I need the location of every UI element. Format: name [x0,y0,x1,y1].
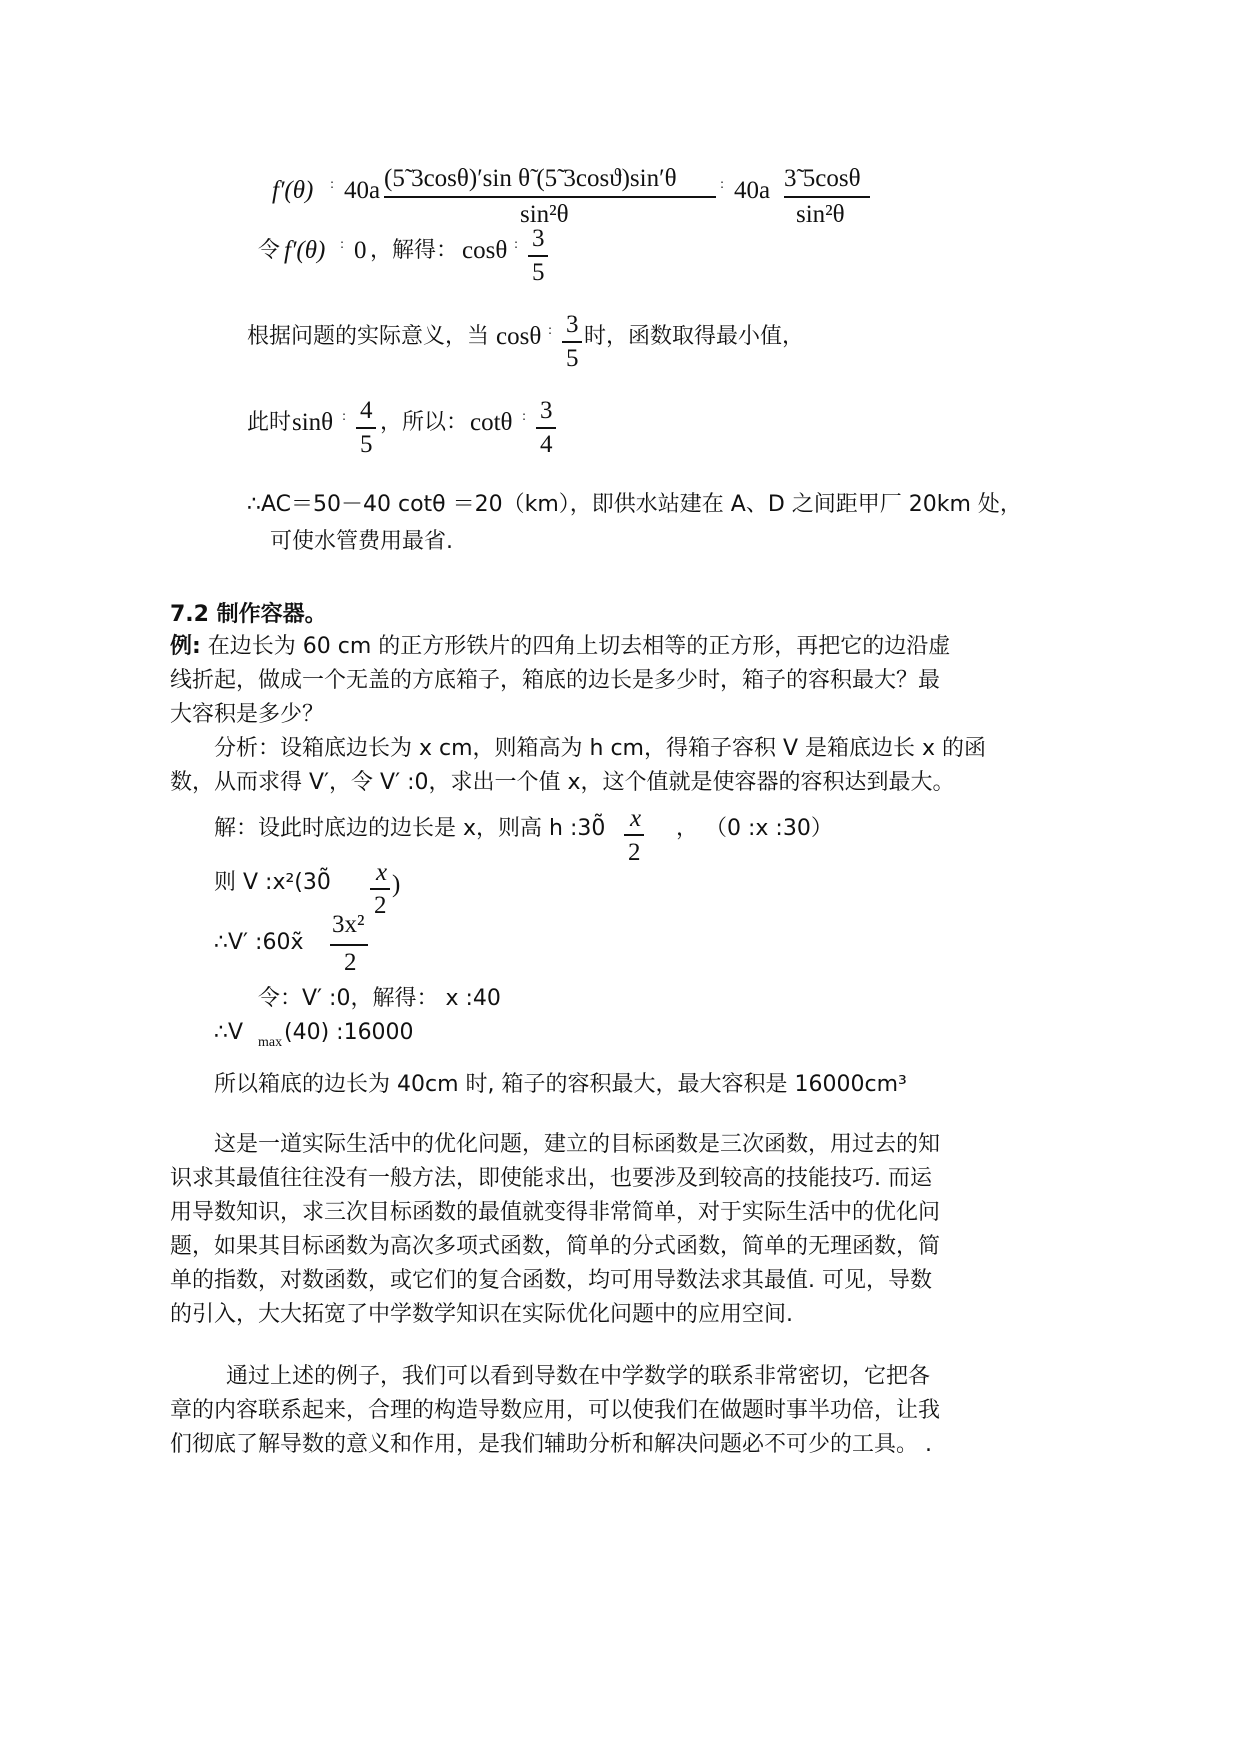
eq1-num2: 3̃ 5cosθ [784,165,861,192]
eq3-num: 3 [566,311,579,338]
s3-den: 2 [344,949,357,976]
eq4-cot: cotθ [470,409,513,436]
eq2-den: 5 [532,259,545,286]
eq1-den2: sin²θ [796,201,845,228]
s1-fraction-bar [624,834,644,836]
eq1-num1: (5̃ 3cosθ)′sin θ̃ (5̃ 3cosϑ)sin′θ [384,165,677,192]
section-heading: 7.2 制作容器。 [170,602,327,627]
closing-line: 章的内容联系起来，合理的构造导数应用，可以使我们在做题时事半功倍，让我 [170,1398,941,1423]
eq1-den1: sin²θ [520,201,569,228]
eq4-text1: 此时 [247,410,292,435]
s2-close: ) [392,871,401,898]
solution-step-4: 令：V′ ꞉0，解得： x ꞉40 [258,986,501,1011]
discussion-line: 单的指数，对数函数，或它们的复合函数，均可用导数法求其最值. 可见，导数 [170,1268,932,1293]
eq3-cos: cosθ [496,323,542,350]
eq1-equals-glyph-2: ꞉ [720,177,725,191]
s2-den: 2 [374,892,387,919]
s1-range: ， （0 ꞉x ꞉30） [676,816,833,841]
eq4-fraction-bar2 [536,427,556,429]
example-line-2: 线折起，做成一个无盖的方底箱子，箱底的边长是多少时，箱子的容积最大？最 [170,668,941,693]
eq2-text: ，解得： [370,238,459,263]
eq2-rhs: 0 [354,237,367,264]
eq2-expr: f′(θ) [284,237,326,264]
eq4-num2: 3 [540,397,553,424]
conclusion-line-1: ∴AC＝50－40 cotθ ＝20（km），即供水站建在 A、D 之间距甲厂 20km 处， [247,492,1022,517]
example-text-1: 在边长为 60 cm 的正方形铁片的四角上切去相等的正方形，再把它的边沿虚 [200,634,951,659]
eq2-prefix: 令 [258,238,281,263]
eq3-text2: 时，函数取得最小值， [584,324,805,349]
eq1-fraction-bar1 [384,196,716,198]
discussion-line: 的引入，大大拓宽了中学数学知识在实际优化问题中的应用空间. [170,1302,793,1327]
s2-text: 则 V ꞉x²(30̃ [214,870,331,895]
s5-sub: max [258,1035,283,1050]
eq2-equals-glyph-2: ꞉ [514,237,519,251]
conclusion-line-2: 可使水管费用最省. [270,529,453,554]
eq2-num: 3 [532,225,545,252]
eq4-fraction-bar1 [356,427,376,429]
eq4-num1: 4 [360,397,373,424]
s1-den: 2 [628,839,641,866]
discussion-line: 这是一道实际生活中的优化问题，建立的目标函数是三次函数，用过去的知 [214,1132,941,1157]
eq2-cos: cosθ [462,237,508,264]
eq4-equals-glyph-2: ꞉ [522,409,527,423]
eq3-fraction-bar [562,341,582,343]
eq4-text2: ，所以： [380,410,469,435]
solution-step-6: 所以箱底的边长为 40cm 时, 箱子的容积最大，最大容积是 16000cm³ [214,1072,907,1097]
closing-line: 们彻底了解导数的意义和作用，是我们辅助分析和解决问题必不可少的工具。 . [170,1432,932,1457]
s1-text: 解：设此时底边的边长是 x，则高 h ꞉30̃ [214,816,606,841]
discussion-line: 题，如果其目标函数为高次多项式函数，简单的分式函数，简单的无理函数，简 [170,1234,941,1259]
example-line-1 [170,628,950,665]
s2-fraction-bar [370,888,390,890]
s1-num: x [630,805,642,832]
eq3-equals-glyph: ꞉ [548,323,553,337]
eq1-coef2: 40a [734,177,771,204]
s2-num: x [376,859,388,886]
eq2-fraction-bar [528,255,548,257]
discussion-line: 用导数知识，求三次目标函数的最值就变得非常简单，对于实际生活中的优化问 [170,1200,941,1225]
eq2-equals-glyph: ꞉ [340,237,345,251]
s3-text: ∴V′ ꞉60x̃ [214,930,304,955]
s5-rest: (40) ꞉16000 [284,1020,414,1045]
discussion-line: 识求其最值往往没有一般方法，即使能求出，也要涉及到较高的技能技巧. 而运 [170,1166,932,1191]
eq4-sin: sinθ [292,409,334,436]
eq4-equals-glyph: ꞉ [342,409,347,423]
eq3-text1: 根据问题的实际意义，当 [247,324,490,349]
example-line-3: 大容积是多少？ [170,702,325,727]
s3-fraction-bar [330,944,368,946]
eq1-coef1: 40a [344,177,381,204]
analysis-line-1: 分析：设箱底边长为 x cm，则箱高为 h cm，得箱子容积 V 是箱底边长 x 的函 [214,736,987,761]
eq4-den1: 5 [360,431,373,458]
example-label: 例: [170,634,201,659]
eq3-den: 5 [566,345,579,372]
s5-text: ∴V [214,1020,244,1045]
eq4-den2: 4 [540,431,553,458]
eq1-lhs: f′(θ) [272,177,314,204]
closing-line: 通过上述的例子，我们可以看到导数在中学数学的联系非常密切，它把各 [226,1364,931,1389]
s3-num: 3x² [332,911,365,938]
eq1-fraction-bar2 [784,196,870,198]
eq1-equals-glyph: ꞉ [330,177,335,191]
analysis-line-2: 数，从而求得 V′，令 V′ ꞉0，求出一个值 x，这个值就是使容器的容积达到最大。 [170,770,955,795]
